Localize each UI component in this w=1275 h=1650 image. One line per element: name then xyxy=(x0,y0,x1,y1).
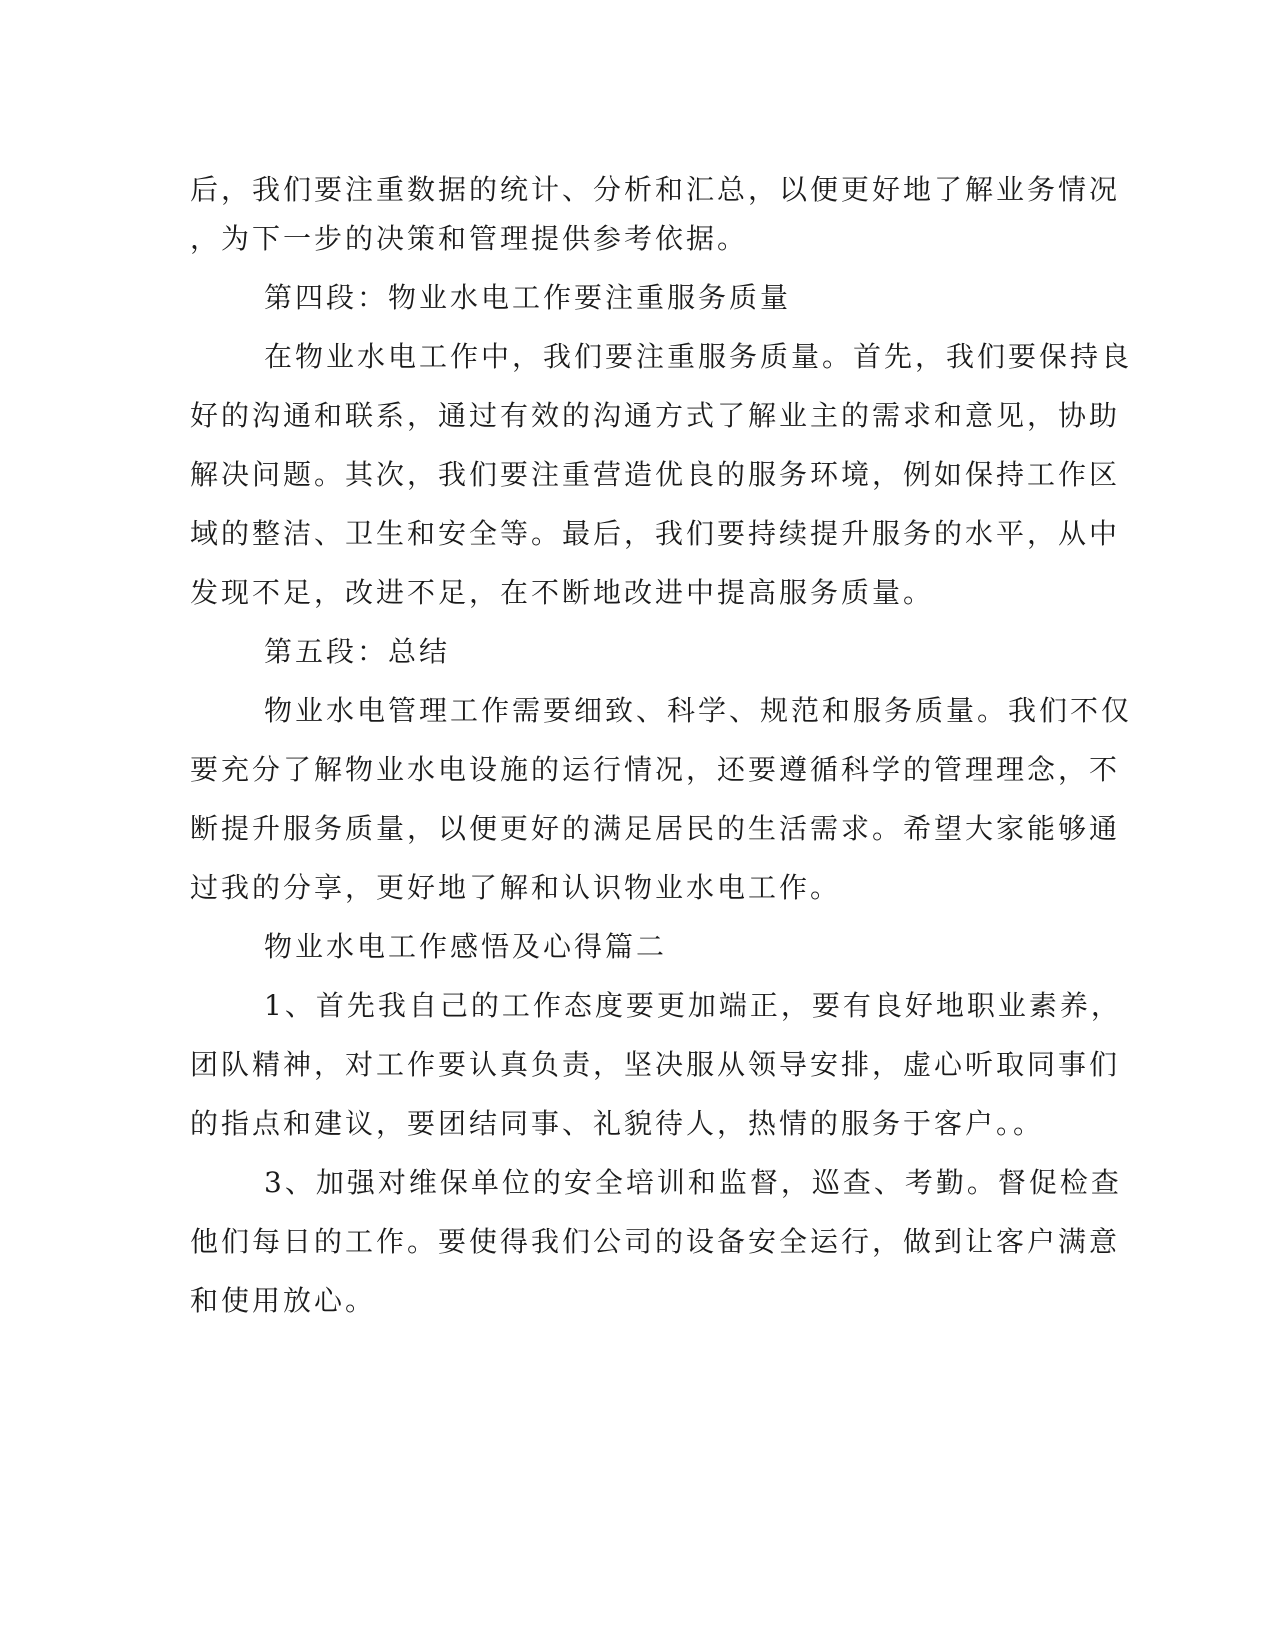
paragraph-line: 好的沟通和联系，通过有效的沟通方式了解业主的需求和意见，协助 xyxy=(190,399,1121,432)
paragraph-line: 的指点和建议，要团结同事、礼貌待人，热情的服务于客户。。 xyxy=(190,1107,1045,1140)
paragraph-line: 1、首先我自己的工作态度要更加端正，要有良好地职业素养， xyxy=(264,989,1122,1022)
paragraph-line: 物业水电管理工作需要细致、科学、规范和服务质量。我们不仅 xyxy=(264,694,1133,727)
paragraph-line: 解决问题。其次，我们要注重营造优良的服务环境，例如保持工作区 xyxy=(190,458,1121,491)
paragraph-line: 团队精神，对工作要认真负责，坚决服从领导安排，虚心听取同事们 xyxy=(190,1048,1121,1081)
paragraph-line: 过我的分享，更好地了解和认识物业水电工作。 xyxy=(190,871,842,904)
article-subtitle: 物业水电工作感悟及心得篇二 xyxy=(264,930,668,963)
paragraph-line: ，为下一步的决策和管理提供参考依据。 xyxy=(190,222,749,255)
paragraph-line: 断提升服务质量，以便更好的满足居民的生活需求。希望大家能够通 xyxy=(190,812,1121,845)
paragraph-line: 要充分了解物业水电设施的运行情况，还要遵循科学的管理理念，不 xyxy=(190,753,1121,786)
paragraph-line: 3、加强对维保单位的安全培训和监督，巡查、考勤。督促检查 xyxy=(264,1166,1122,1199)
paragraph-line: 域的整洁、卫生和安全等。最后，我们要持续提升服务的水平，从中 xyxy=(190,517,1121,550)
paragraph-line: 在物业水电工作中，我们要注重服务质量。首先，我们要保持良 xyxy=(264,340,1133,373)
paragraph-line: 他们每日的工作。要使得我们公司的设备安全运行，做到让客户满意 xyxy=(190,1225,1121,1258)
paragraph-line: 发现不足，改进不足，在不断地改进中提高服务质量。 xyxy=(190,576,935,609)
section-heading-4: 第四段：物业水电工作要注重服务质量 xyxy=(264,281,792,314)
paragraph-line: 后，我们要注重数据的统计、分析和汇总，以便更好地了解业务情况 xyxy=(190,173,1121,206)
paragraph-line: 和使用放心。 xyxy=(190,1284,377,1317)
section-heading-5: 第五段：总结 xyxy=(264,635,451,668)
